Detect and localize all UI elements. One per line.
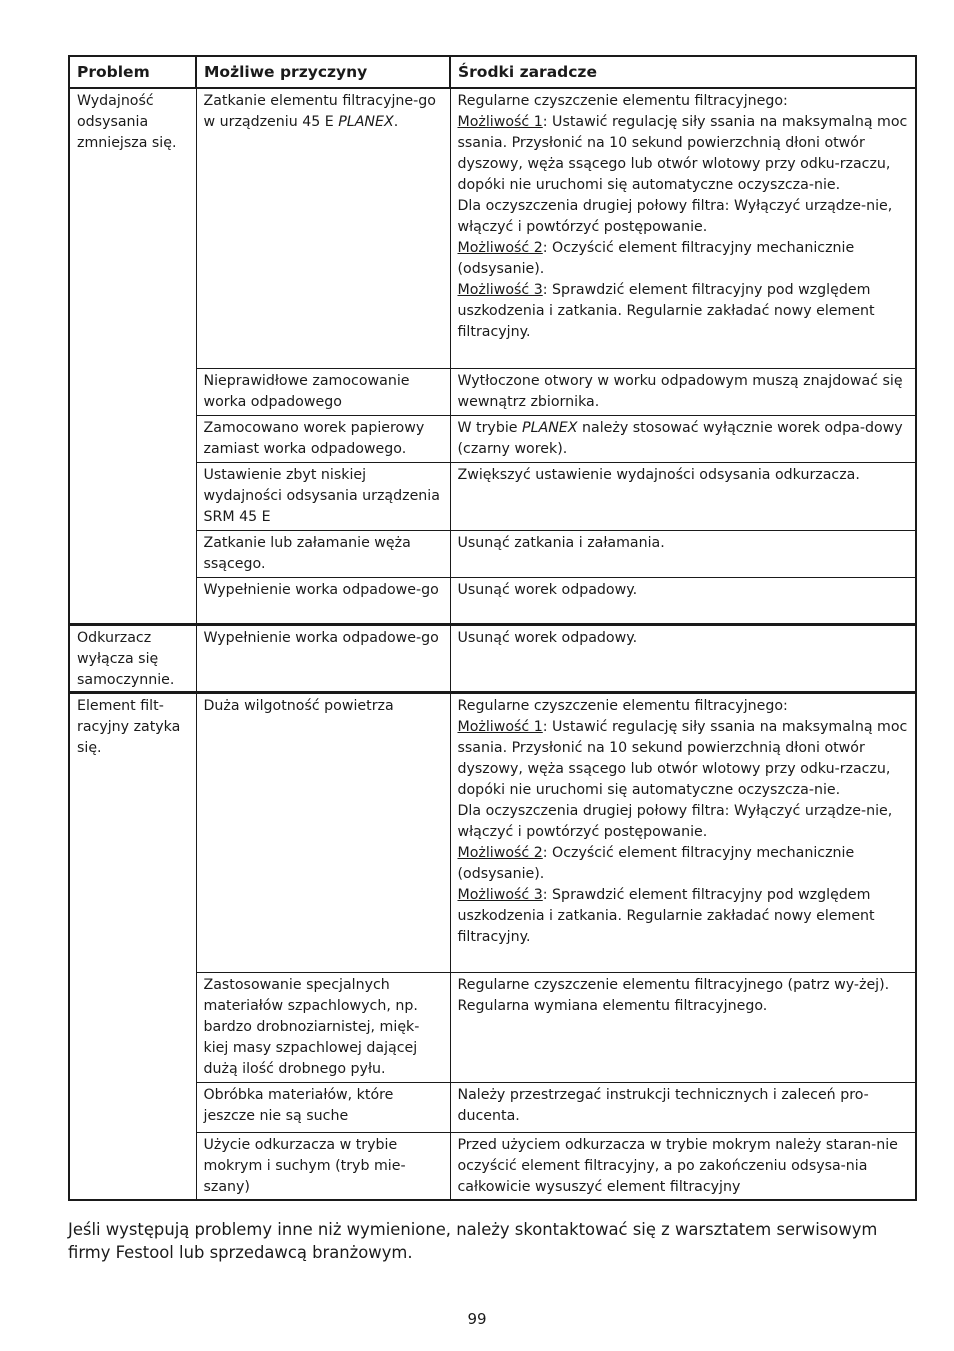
table-row: [69, 972, 916, 1082]
emphasis-text: PLANEX: [522, 419, 578, 436]
cause-cell: [196, 88, 450, 368]
remedy-cell: [450, 972, 916, 1082]
cause-cell: [196, 368, 450, 415]
text-segment: W trybie: [457, 419, 523, 436]
problem-cell: Odkurzacz wyłącza się samoczynnie.: [69, 624, 196, 692]
cause-cell: [196, 415, 450, 462]
table-row: [69, 1082, 916, 1132]
text-segment: Użycie odkurzacza w trybie mokrym i suchym (tryb mie-szany): [203, 1136, 406, 1195]
cause-cell: [196, 530, 450, 577]
text-segment: Usunąć worek odpadowy.: [457, 581, 638, 598]
text-segment: Wypełnienie worka odpadowe-go: [203, 629, 439, 646]
troubleshooting-table: [68, 55, 917, 1201]
text-segment: Nieprawidłowe zamocowanie worka odpadowego: [203, 372, 410, 410]
text-segment: należy stosować wyłącznie worek odpa-dowy (czarny worek).: [457, 419, 903, 457]
header-remedies: Środki zaradcze: [450, 56, 916, 88]
text-segment: Regularne czyszczenie elementu filtracyjnego:: [457, 697, 788, 714]
table-row: [69, 462, 916, 530]
text-segment: Ustawienie zbyt niskiej wydajności odsysania urządzenia SRM 45 E: [203, 466, 440, 525]
remedy-cell: [450, 462, 916, 530]
table-header-row: [69, 56, 916, 88]
problem-cell: Wydajność odsysania zmniejsza się.: [69, 88, 196, 624]
text-segment: : Ustawić regulację siły ssania na maksymalną moc ssania. Przysłonić na 10 sekund powierzchnią dłoni otwór dyszowy, węża ssącego lub otwór wlotowy przy odku-rzaczu, dopóki nie uruchomi się automatyczne oczyszcza-nie.: [457, 718, 908, 798]
text-segment: Zatkanie elementu filtracyjne-go w urządzeniu 45 E: [203, 93, 436, 130]
remedy-cell: [450, 368, 916, 415]
cause-cell: [196, 624, 450, 692]
text-segment: Usunąć worek odpadowy.: [457, 629, 638, 646]
cause-cell: [196, 462, 450, 530]
text-segment: Zatkanie lub załamanie węża ssącego.: [203, 534, 411, 572]
option-label: Możliwość 1: [457, 718, 543, 735]
table-row: [69, 577, 916, 624]
footer-note: Jeśli występują problemy inne niż wymienione, należy skontaktować się z warsztatem serwisowym firmy Festool lub sprzedawcą branżowym.: [68, 1220, 878, 1262]
cause-cell: [196, 972, 450, 1082]
remedy-cell: [450, 1082, 916, 1132]
text-segment: : Sprawdzić element filtracyjny pod względem uszkodzenia i zatkania. Regularnie zakładać nowy element filtracyjny.: [457, 282, 875, 340]
problem-cell: Element filt-racyjny zatyka się.: [69, 692, 196, 1200]
option-label: Możliwość 2: [457, 240, 543, 256]
text-segment: Regularna wymiana elementu filtracyjnego.: [457, 997, 768, 1014]
text-segment: Zwiększyć ustawienie wydajności odsysania odkurzacza.: [457, 466, 860, 483]
remedy-cell: [450, 88, 916, 368]
text-segment: Dla oczyszczenia drugiej połowy filtra: Wyłączyć urządze-nie, włączyć i powtórzyć postępowanie.: [457, 198, 893, 235]
table-row: [69, 530, 916, 577]
table-row: [69, 88, 916, 368]
remedy-cell: [450, 692, 916, 972]
text-segment: Przed użyciem odkurzacza w trybie mokrym należy staran-nie oczyścić element filtracyjny, a po zakończeniu odsysa-nia całkowicie wysuszyć element filtracyjny: [457, 1136, 898, 1195]
text-segment: : Ustawić regulację siły ssania na maksymalną moc ssania. Przysłonić na 10 sekund powierzchnią dłoni otwór dyszowy, węża ssącego lub otwór wlotowy przy odku-rzaczu, dopóki nie uruchomi się automatyczne oczyszcza-nie.: [457, 114, 908, 193]
cause-cell: [196, 1132, 450, 1200]
text-segment: : Oczyścić element filtracyjny mechanicznie (odsysanie).: [457, 844, 855, 882]
page-number: 99: [467, 1310, 487, 1328]
emphasis-text: PLANEX: [338, 114, 394, 130]
text-segment: Obróbka materiałów, które jeszcze nie są suche: [203, 1086, 394, 1124]
table-body: [69, 88, 916, 1200]
text-segment: : Oczyścić element filtracyjny mechanicznie (odsysanie).: [457, 240, 855, 277]
text-segment: Wypełnienie worka odpadowe-go: [203, 581, 439, 598]
option-label: Możliwość 1: [457, 114, 543, 130]
text-segment: Wytłoczone otwory w worku odpadowym muszą znajdować się wewnątrz zbiornika.: [457, 372, 903, 410]
table-row: [69, 368, 916, 415]
text-segment: Usunąć zatkania i załamania.: [457, 534, 665, 551]
cause-cell: [196, 577, 450, 624]
text-segment: : Sprawdzić element filtracyjny pod względem uszkodzenia i zatkania. Regularnie zakładać nowy element filtracyjny.: [457, 886, 875, 945]
table-row: [69, 1132, 916, 1200]
text-segment: Regularne czyszczenie elementu filtracyjnego:: [457, 93, 788, 109]
remedy-cell: [450, 530, 916, 577]
cause-cell: [196, 692, 450, 972]
remedy-cell: [450, 415, 916, 462]
option-label: Możliwość 3: [457, 886, 543, 903]
option-label: Możliwość 2: [457, 844, 543, 861]
remedy-cell: [450, 577, 916, 624]
option-label: Możliwość 3: [457, 282, 543, 298]
text-segment: Należy przestrzegać instrukcji technicznych i zaleceń pro-ducenta.: [457, 1086, 869, 1124]
table-row: [69, 415, 916, 462]
table-row: [69, 624, 916, 692]
header-causes: Możliwe przyczyny: [196, 56, 450, 88]
text-segment: Zastosowanie specjalnych materiałów szpachlowych, np. bardzo drobnoziarnistej, mięk-kiej masy szpachlowej dającej dużą ilość drobnego pyłu.: [203, 976, 420, 1077]
table-row: [69, 692, 916, 972]
header-problem: Problem: [69, 56, 196, 88]
text-segment: Regularne czyszczenie elementu filtracyjnego (patrz wy-żej).: [457, 976, 890, 993]
cause-cell: [196, 1082, 450, 1132]
text-segment: Dla oczyszczenia drugiej połowy filtra: Wyłączyć urządze-nie, włączyć i powtórzyć postępowanie.: [457, 802, 893, 840]
remedy-cell: [450, 624, 916, 692]
text-segment: Zamocowano worek papierowy zamiast worka odpadowego.: [203, 419, 425, 457]
text-segment: .: [393, 114, 399, 130]
remedy-cell: [450, 1132, 916, 1200]
text-segment: Duża wilgotność powietrza: [203, 697, 394, 714]
